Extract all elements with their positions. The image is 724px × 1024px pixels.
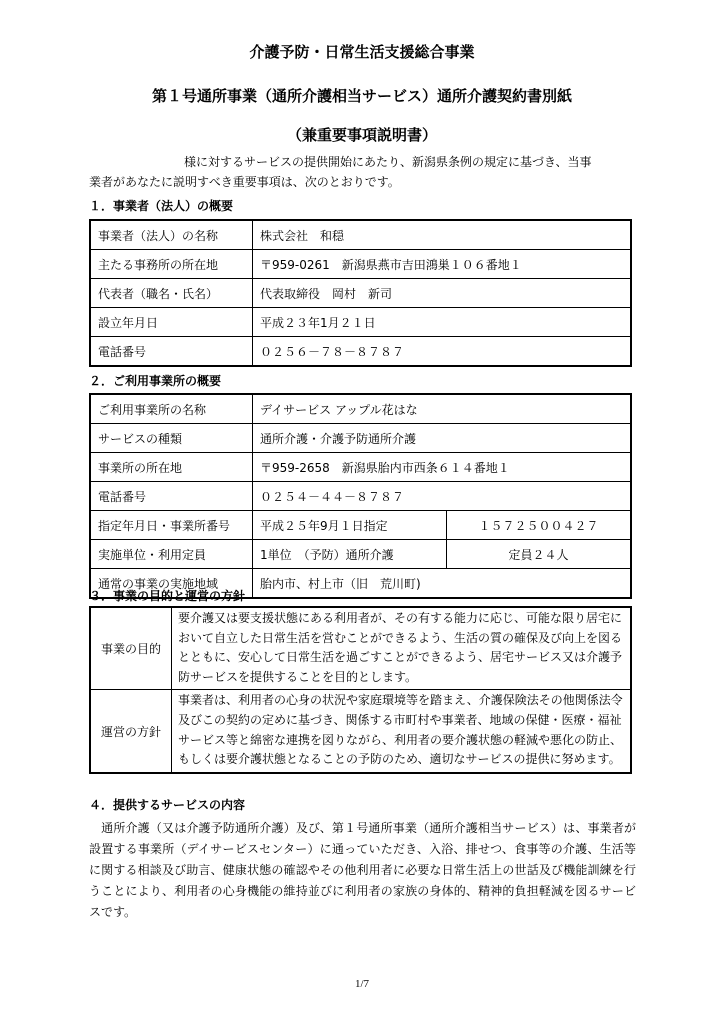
intro-line-1: 様に対するサービスの提供開始にあたり、新潟県条例の規定に基づき、当事 bbox=[184, 155, 592, 169]
representative-label: 代表者（職名・氏名） bbox=[90, 279, 253, 308]
company-name-value: 株式会社 和穏 bbox=[253, 220, 632, 250]
intro-paragraph bbox=[89, 152, 634, 192]
company-name-label: 事業者（法人）の名称 bbox=[90, 220, 253, 250]
facility-name-value: デイサービス アップル花はな bbox=[253, 394, 632, 424]
page-number: 1/7 bbox=[354, 978, 370, 990]
section-3-heading: ３．事業の目的と運営の方針 bbox=[89, 589, 246, 603]
section-2-heading: ２．ご利用事業所の概要 bbox=[89, 374, 222, 388]
intro-line-2: 業者があなたに説明すべき重要事項は、次のとおりです。 bbox=[89, 175, 400, 189]
purpose-policy-table bbox=[89, 606, 632, 774]
facility-number: １５７２５００４２７ bbox=[447, 511, 632, 540]
section-1-heading: １．事業者（法人）の概要 bbox=[89, 199, 234, 213]
table-row bbox=[90, 250, 631, 279]
service-area-label: 通常の事業の実施地域 bbox=[90, 569, 253, 599]
table-row bbox=[90, 279, 631, 308]
representative-value: 代表取締役 岡村 新司 bbox=[253, 279, 632, 308]
section-4-heading: ４．提供するサービスの内容 bbox=[89, 798, 246, 812]
facility-address-value: 〒959-2658 新潟県胎内市西条６１４番地１ bbox=[253, 453, 632, 482]
service-type-label: サービスの種類 bbox=[90, 424, 253, 453]
established-label: 設立年月日 bbox=[90, 308, 253, 337]
doc-title: 介護予防・日常生活支援総合事業 bbox=[249, 43, 475, 61]
purpose-label: 事業の目的 bbox=[90, 607, 172, 690]
service-area-value: 胎内市、村上市（旧 荒川町) bbox=[253, 569, 632, 599]
table-row bbox=[90, 607, 631, 690]
company-overview-table bbox=[89, 219, 632, 367]
facility-address-label: 事業所の所在地 bbox=[90, 453, 253, 482]
table-row bbox=[90, 482, 631, 511]
phone-value: ０２５６－７８－８７８７ bbox=[253, 337, 632, 367]
table-row bbox=[90, 453, 631, 482]
designation-label: 指定年月日・事業所番号 bbox=[90, 511, 253, 540]
unit-label: 実施単位・利用定員 bbox=[90, 540, 253, 569]
table-row bbox=[90, 394, 631, 424]
table-row bbox=[90, 308, 631, 337]
facility-overview-table bbox=[89, 393, 632, 599]
head-office-label: 主たる事務所の所在地 bbox=[90, 250, 253, 279]
service-type-value: 通所介護・介護予防通所介護 bbox=[253, 424, 632, 453]
purpose-text: 要介護又は要支援状態にある利用者が、その有する能力に応じ、可能な限り居宅において自立した日常生活を営むことができるよう、生活の質の確保及び向上を図るとともに、安心して日常生活を過ごすことができるよう、居宅サービス又は介護予防サービスを提供することを目的とします。 bbox=[172, 607, 632, 690]
doc-subtitle-note: （兼重要事項説明書） bbox=[286, 126, 437, 144]
unit-value: 1単位 （予防）通所介護 bbox=[253, 540, 447, 569]
table-row bbox=[90, 424, 631, 453]
policy-label: 運営の方針 bbox=[90, 690, 172, 773]
table-row bbox=[90, 511, 631, 540]
facility-phone-label: 電話番号 bbox=[90, 482, 253, 511]
service-description: 通所介護（又は介護予防通所介護）及び、第１号通所事業（通所介護相当サービス）は、事業者が設置する事業所（デイサービスセンター）に通っていただき、入浴、排せつ、食事等の介護、生活等に関する相談及び助言、健康状態の確認やその他利用者に必要な日常生活上の世話及び機能訓練を行うことにより、利用者の心身機能の維持並びに利用者の家族の身体的、精神的負担軽減を図るサービスです。 bbox=[89, 821, 636, 919]
capacity-value: 定員２４人 bbox=[447, 540, 632, 569]
designation-date: 平成２５年9月１日指定 bbox=[253, 511, 447, 540]
table-row bbox=[90, 690, 631, 773]
established-value: 平成２３年1月２１日 bbox=[253, 308, 632, 337]
table-row bbox=[90, 220, 631, 250]
facility-phone-value: ０２５４－４４－８７８７ bbox=[253, 482, 632, 511]
table-row bbox=[90, 540, 631, 569]
doc-subtitle: 第１号通所事業（通所介護相当サービス）通所介護契約書別紙 bbox=[151, 87, 572, 105]
phone-label: 電話番号 bbox=[90, 337, 253, 367]
policy-text: 事業者は、利用者の心身の状況や家庭環境等を踏まえ、介護保険法その他関係法令及びこの契約の定めに基づき、関係する市町村や事業者、地域の保健・医療・福祉サービス等と綿密な連携を図りながら、利用者の要介護状態の軽減や悪化の防止、もしくは要介護状態となることの予防のため、適切なサービスの提供に努めます。 bbox=[172, 690, 632, 773]
facility-name-label: ご利用事業所の名称 bbox=[90, 394, 253, 424]
head-office-value: 〒959-0261 新潟県燕市吉田鴻巣１０６番地１ bbox=[253, 250, 632, 279]
table-row bbox=[90, 337, 631, 367]
